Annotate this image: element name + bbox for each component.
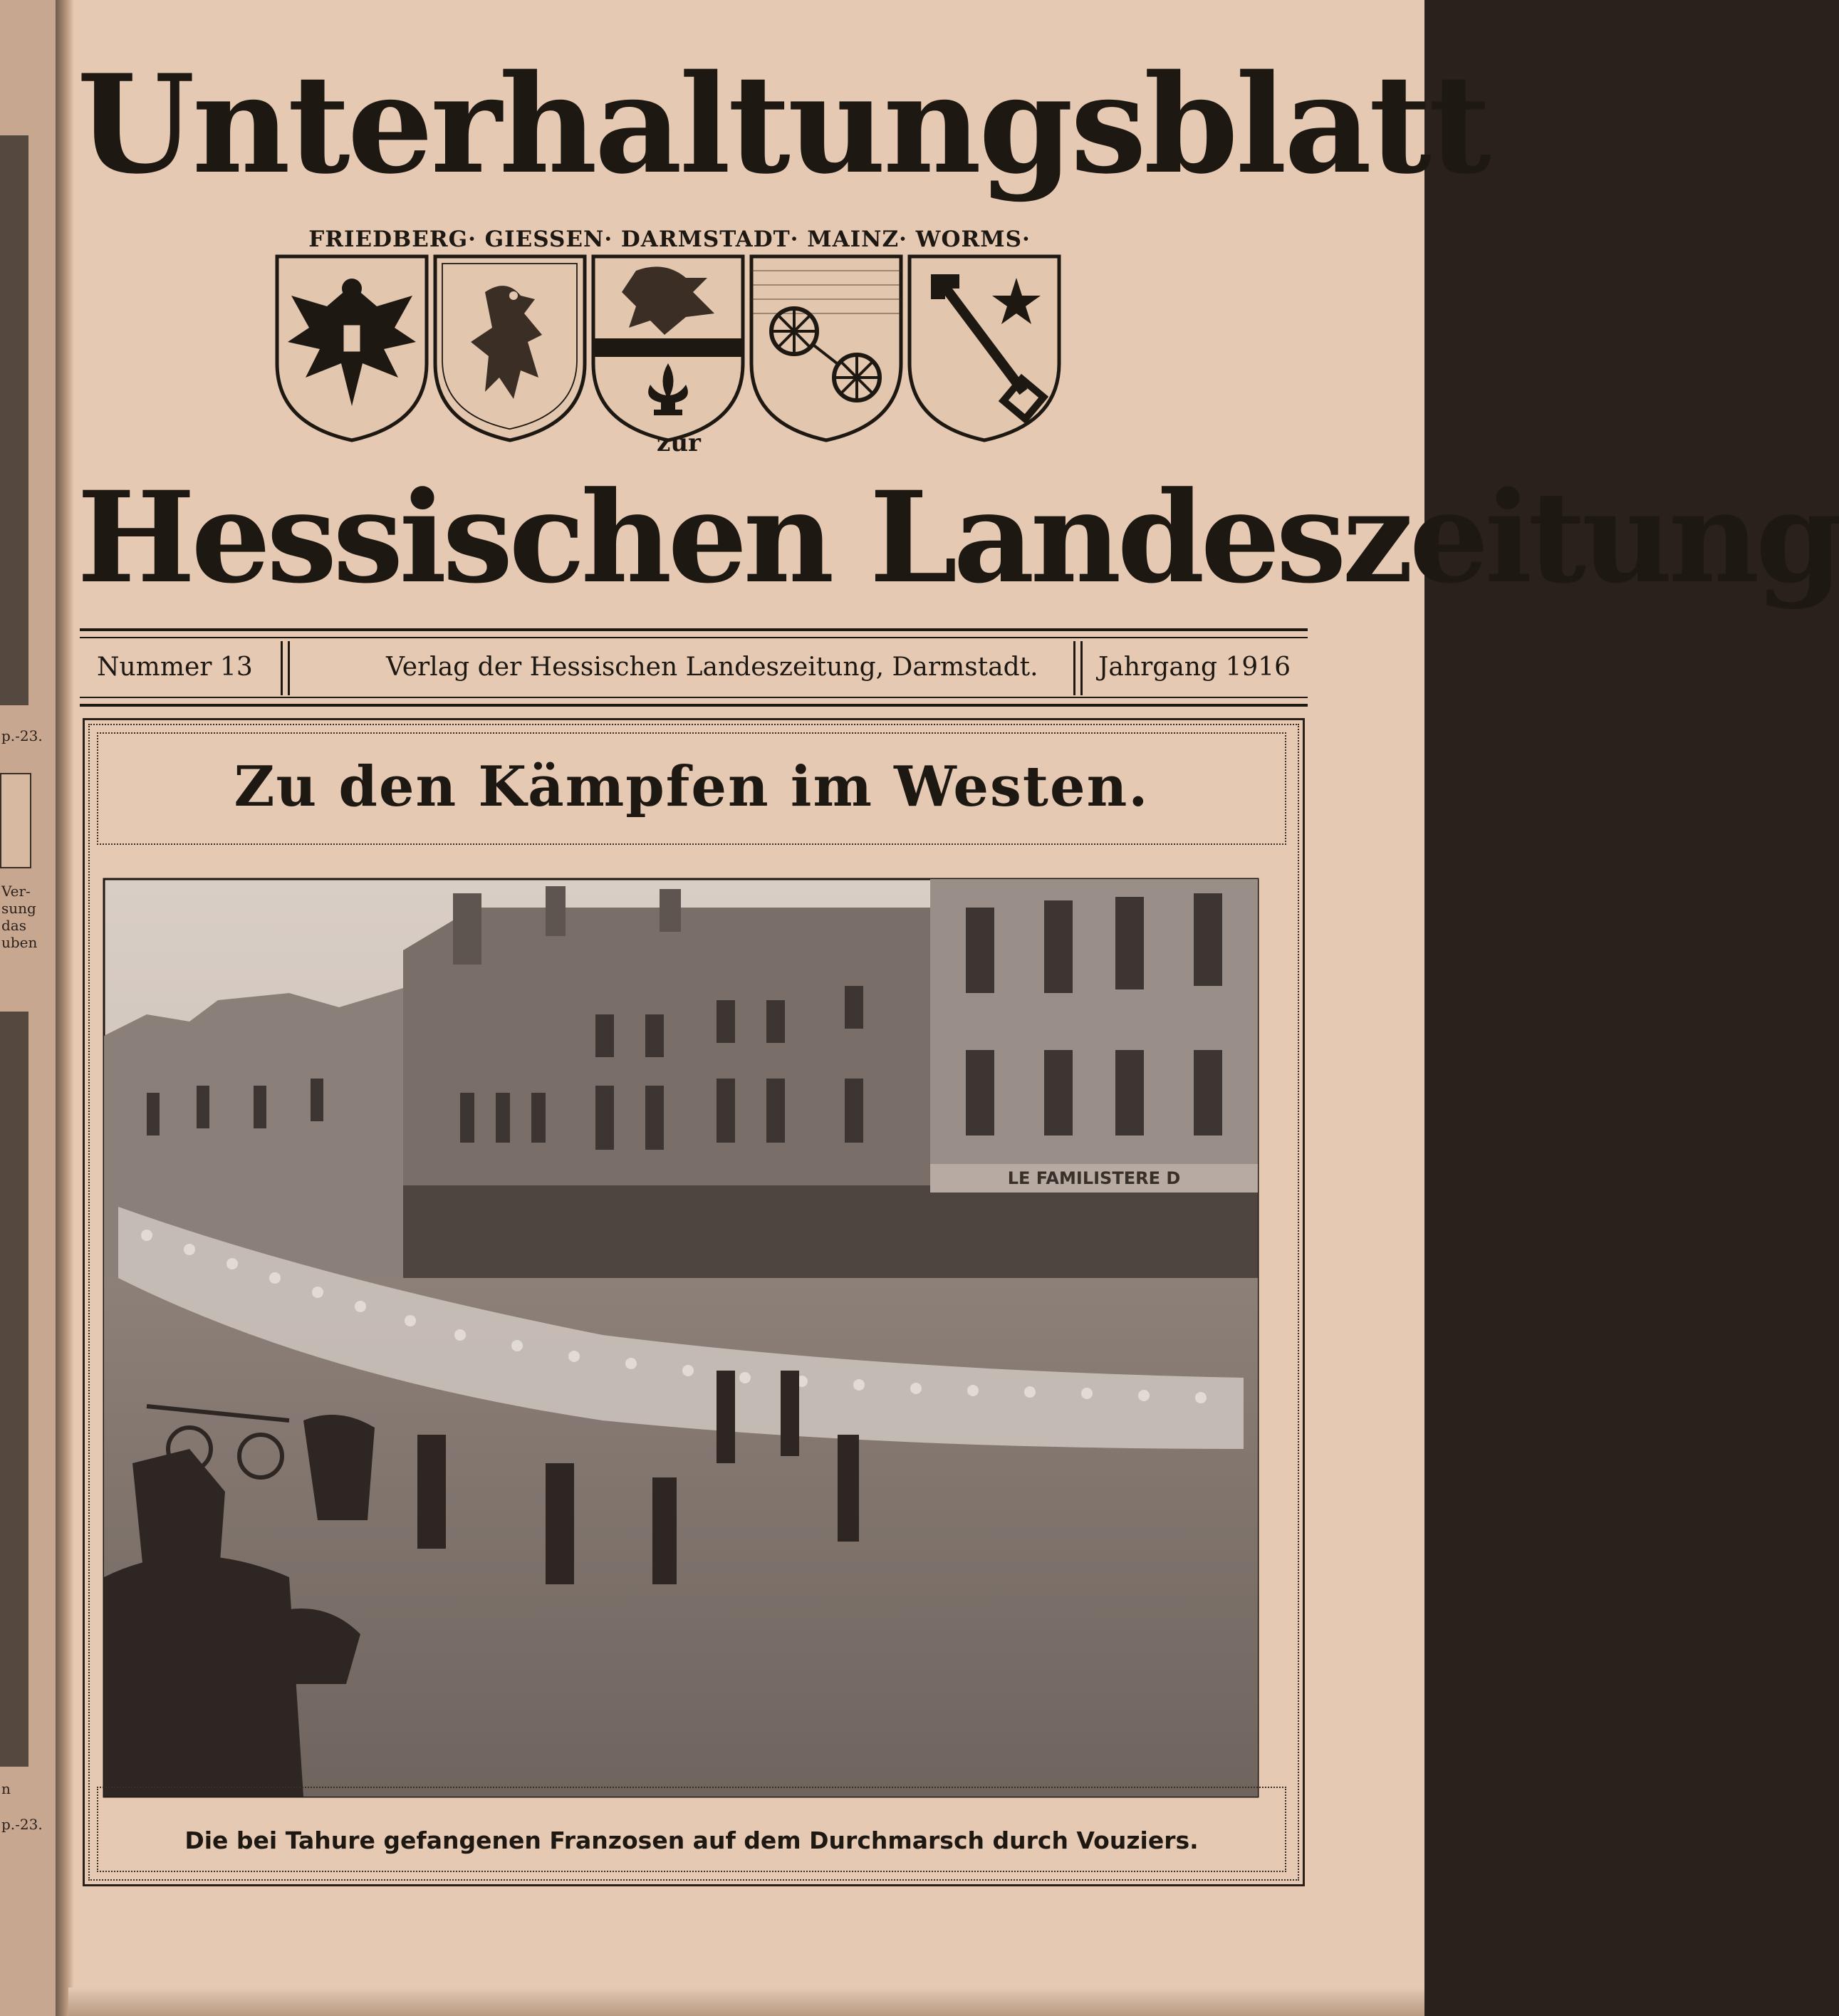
previous-page-fragment: n (1, 1780, 11, 1797)
issue-year: Jahrgang 1916 (1098, 653, 1291, 682)
previous-page-fragment: Ver- (1, 883, 31, 900)
issue-number: Nummer 13 (97, 653, 253, 682)
masthead-subtitle: Hessischen Landeszeitung (77, 464, 1839, 611)
previous-page-fragment: sung (1, 900, 36, 917)
lion-fleur-crest-icon (593, 256, 743, 440)
article-photo (104, 879, 1258, 1797)
masthead-zur: zur (657, 429, 701, 457)
shop-sign: LE FAMILISTERE D (1007, 1168, 1181, 1188)
previous-page-fragment: das (1, 917, 26, 934)
article-headline: Zu den Kämpfen im Westen. (234, 754, 1150, 819)
previous-page-fragment: uben (1, 934, 38, 951)
previous-page-photo (0, 135, 28, 705)
previous-page-fragment: p.-23. (1, 1816, 43, 1833)
previous-page-fragment: p.-23. (1, 727, 43, 744)
photo-caption: Die bei Tahure gefangenen Franzosen auf dem Durchmarsch durch Vouziers. (184, 1827, 1199, 1854)
binding-gutter (56, 0, 74, 2016)
eagle-crest-icon (277, 256, 427, 440)
publisher-line: Verlag der Hessischen Landeszeitung, Darmstadt. (386, 653, 1038, 682)
masthead-title: Unterhaltungsblatt (77, 45, 1489, 204)
lion-crest-icon (435, 256, 585, 440)
coat-of-arms-row (274, 251, 1066, 443)
previous-page-box (0, 773, 31, 868)
issue-info-bar (80, 628, 1308, 707)
previous-page-photo (0, 1012, 28, 1767)
masthead-cities: FRIEDBERG· GIESSEN· DARMSTADT· MAINZ· WORMS· (308, 227, 1031, 252)
wheels-crest-icon (751, 256, 901, 440)
page-bottom-edge (68, 1988, 1424, 2016)
key-star-crest-icon (910, 256, 1059, 440)
